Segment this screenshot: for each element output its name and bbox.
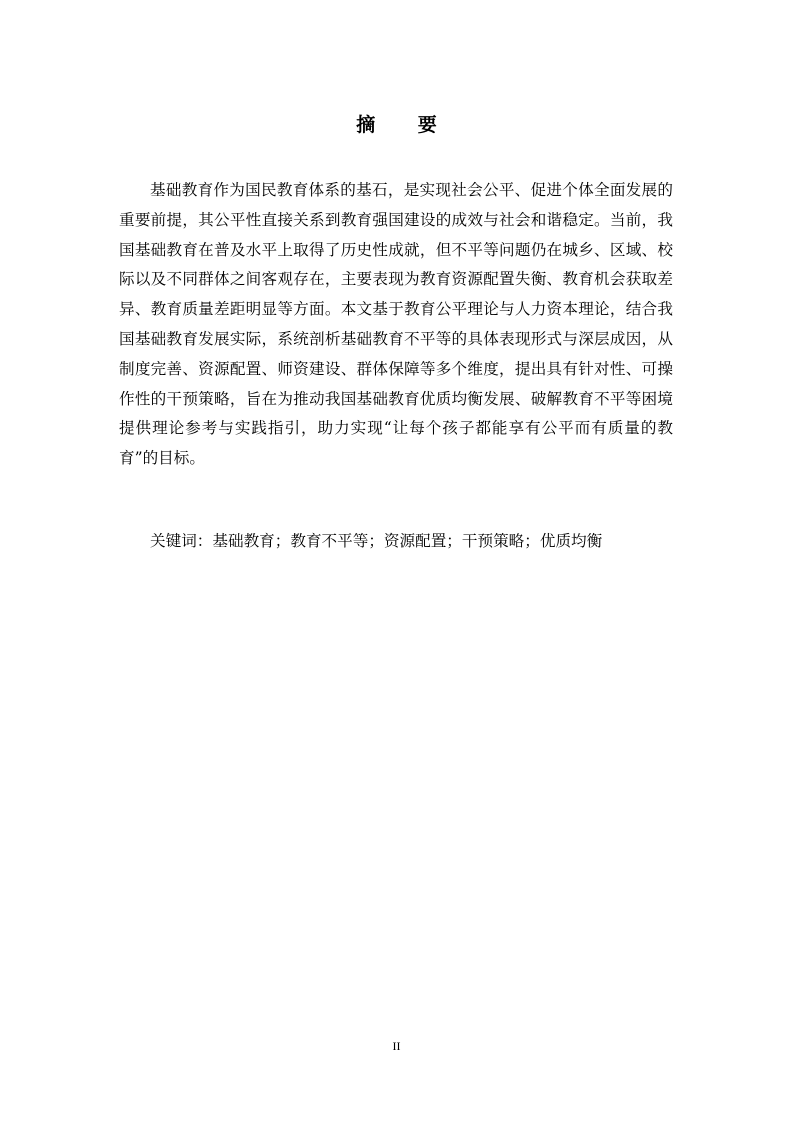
page-number: II (392, 1039, 401, 1053)
abstract-title: 摘 要 (356, 114, 455, 136)
keywords-line: 关键词：基础教育；教育不平等；资源配置；干预策略；优质均衡 (150, 532, 603, 550)
abstract-paragraph: 基础教育作为国民教育体系的基石，是实现社会公平、促进个体全面发展的重要前提，其公平性直接关系到教育强国建设的成效与社会和谐稳定。当前，我国基础教育在普及水平上取得了历史性成就，但不平等问题仍在城乡、区域、校际以及不同群体之间客观存在，主要表现为教育资源配置失衡、教育机会获取差异、教育质量差距明显等方面。本文基于教育公平理论与人力资本理论，结合我国基础教育发展实际，系统剖析基础教育不平等的具体表现形式与深层成因，从制度完善、资源配置、师资建设、群体保障等多个维度，提出具有针对性、可操作性的干预策略，旨在为推动我国基础教育优质均衡发展、破解教育不平等困境提供理论参考与实践指引，助力实现“让每个孩子都能享有公平而有质量的教育”的目标。 (119, 181, 673, 468)
